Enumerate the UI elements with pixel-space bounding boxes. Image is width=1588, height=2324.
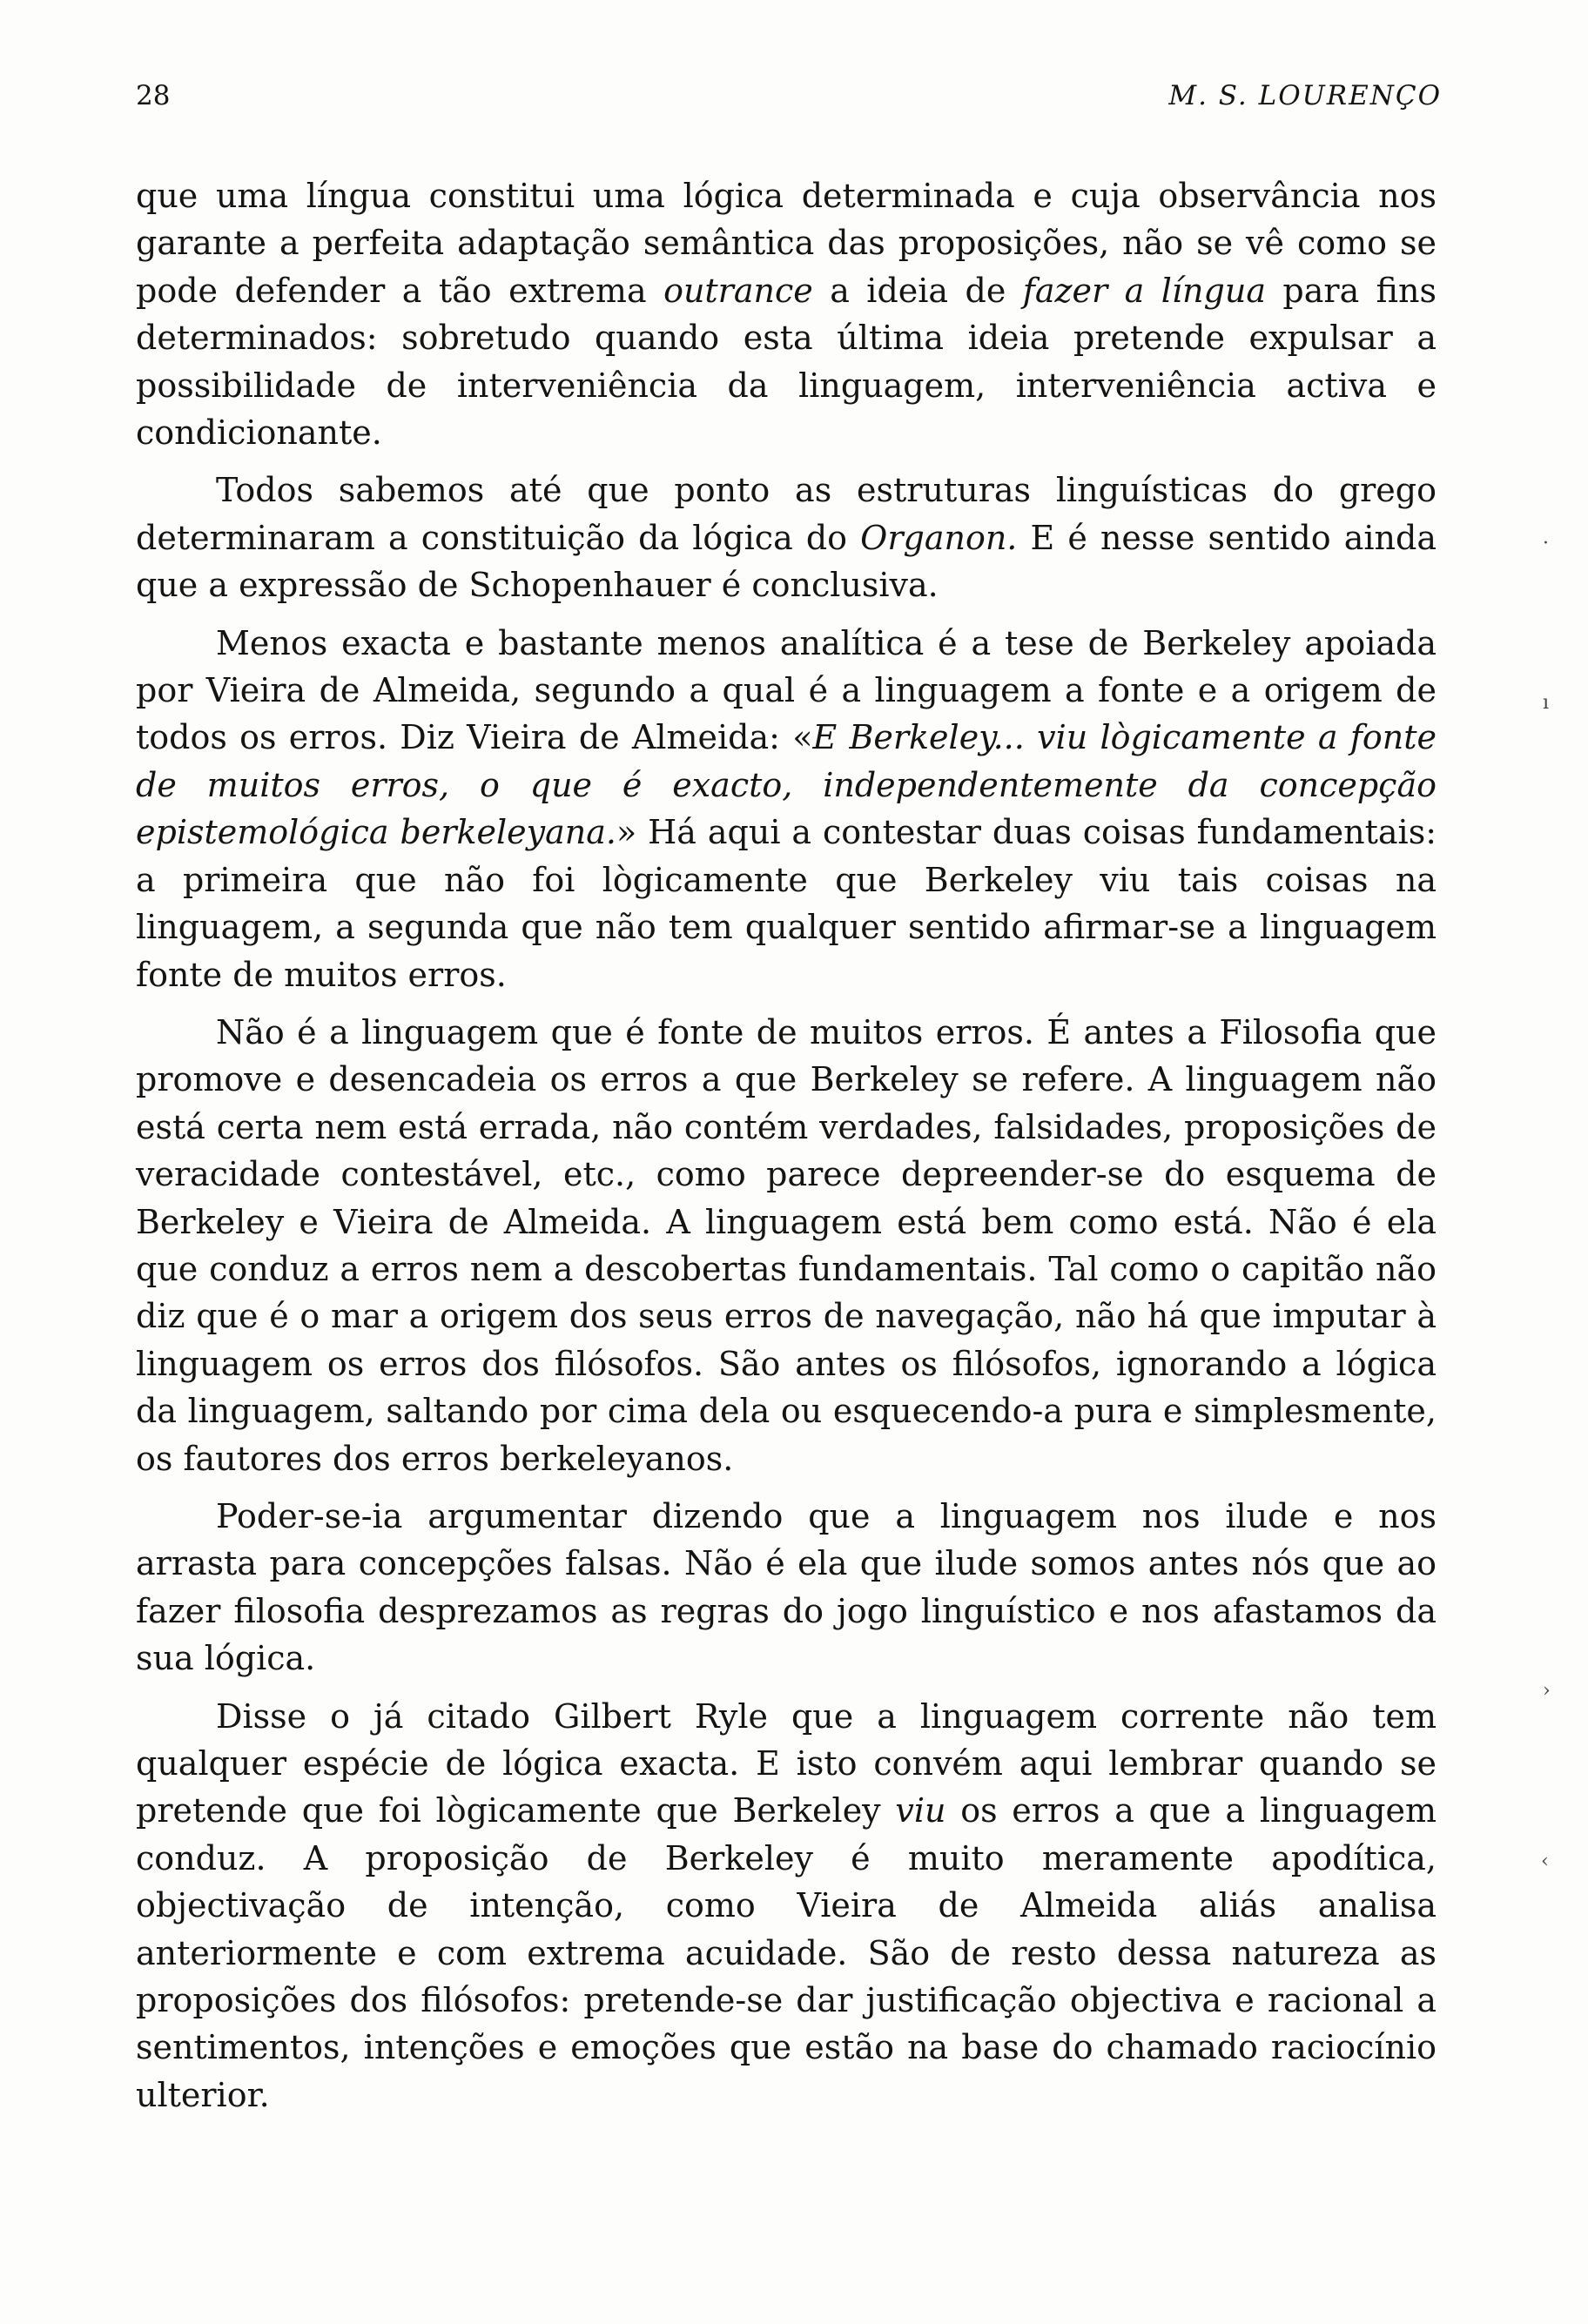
- italic-run: Organon.: [860, 518, 1018, 557]
- paragraph-2: [136, 467, 1437, 608]
- italic-run: outrance: [663, 271, 813, 310]
- paragraph-5: [136, 1493, 1437, 1683]
- italic-run: fazer a língua: [1022, 271, 1266, 310]
- italic-run: E Berkeley... viu lògicamente a fonte de muitos erros, o que é exacto, independentemente da concepção epistemológica berkeleyana.: [136, 718, 1437, 852]
- paragraph-1: [136, 172, 1437, 456]
- text-run: E é nesse sentido ainda que a expressão de Schopenhauer é conclusiva.: [136, 518, 1437, 605]
- text-run: Todos sabemos até que ponto as estruturas linguísticas do grego determinaram a constituição da lógica do: [136, 471, 1437, 557]
- margin-speck: ·: [1543, 533, 1549, 554]
- text-run: Menos exacta e bastante menos analítica é a tese de Berkeley apoiada por Vieira de Almeida, segundo a qual é a linguagem a fonte e a origem de todos os erros. Diz Vieira de Almeida: «: [136, 623, 1437, 757]
- paragraph-6: [136, 1693, 1437, 2119]
- running-title: M. S. LOURENÇO: [1168, 80, 1442, 111]
- paragraph-4: [136, 1009, 1437, 1482]
- text-run: os erros a que a linguagem conduz. A proposição de Berkeley é muito meramente apodítica, objectivação de intenção, como Vieira de Almeida aliás analisa anteriormente e com extrema acuidade. São de resto dessa natureza as proposições dos filósofos: pretende-se dar justificação objectiva e racional a sentimentos, intenções e emoções que estão na base do chamado raciocínio ulterior.: [136, 1791, 1437, 2114]
- text-run: a ideia de: [812, 271, 1023, 310]
- margin-speck: ›: [1543, 1680, 1551, 1702]
- body-text: [136, 172, 1437, 2129]
- page-number: 28: [136, 80, 171, 111]
- italic-run: viu: [895, 1791, 946, 1830]
- text-run: para fins determinados: sobretudo quando esta última ideia pretende expulsar a possibilidade de interveniência da linguagem, interveniência activa e condicionante.: [136, 271, 1437, 453]
- margin-speck: ‹: [1541, 1850, 1549, 1872]
- text-run: que uma língua constitui uma lógica determinada e cuja observância nos garante a perfeita adaptação semântica das proposições, não se vê como se pode defender a tão extrema: [136, 177, 1437, 310]
- text-run: Poder-se-ia argumentar dizendo que a linguagem nos ilude e nos arrasta para concepções falsas. Não é ela que ilude somos antes nós que ao fazer filosofia desprezamos as regras do jogo linguístico e nos afastamos da sua lógica.: [136, 1496, 1437, 1678]
- text-run: Não é a linguagem que é fonte de muitos erros. É antes a Filosofia que promove e desencadeia os erros a que Berkeley se refere. A linguagem não está certa nem está errada, não contém verdades, falsidades, proposições de veracidade contestável, etc., como parece depreender-se do esquema de Berkeley e Vieira de Almeida. A linguagem está bem como está. Não é ela que conduz a erros nem a descobertas fundamentais. Tal como o capitão não diz que é o mar a origem dos seus erros de navegação, não há que imputar à linguagem os erros dos filósofos. São antes os filósofos, ignorando a lógica da linguagem, saltando por cima dela ou esquecendo-a pura e simplesmente, os fautores dos erros berkeleyanos.: [136, 1012, 1437, 1478]
- text-run: Disse o já citado Gilbert Ryle que a linguagem corrente não tem qualquer espécie de lógica exacta. E isto convém aqui lembrar quando se pretende que foi lògicamente que Berkeley: [136, 1696, 1437, 1830]
- text-run: » Há aqui a contestar duas coisas fundamentais: a primeira que não foi lògicamente que Berkeley viu tais coisas na linguagem, a segunda que não tem qualquer sentido afirmar-se a linguagem fonte de muitos erros.: [136, 813, 1437, 994]
- paragraph-3: [136, 620, 1437, 998]
- running-header: [136, 80, 1442, 118]
- margin-speck: ı: [1543, 692, 1550, 714]
